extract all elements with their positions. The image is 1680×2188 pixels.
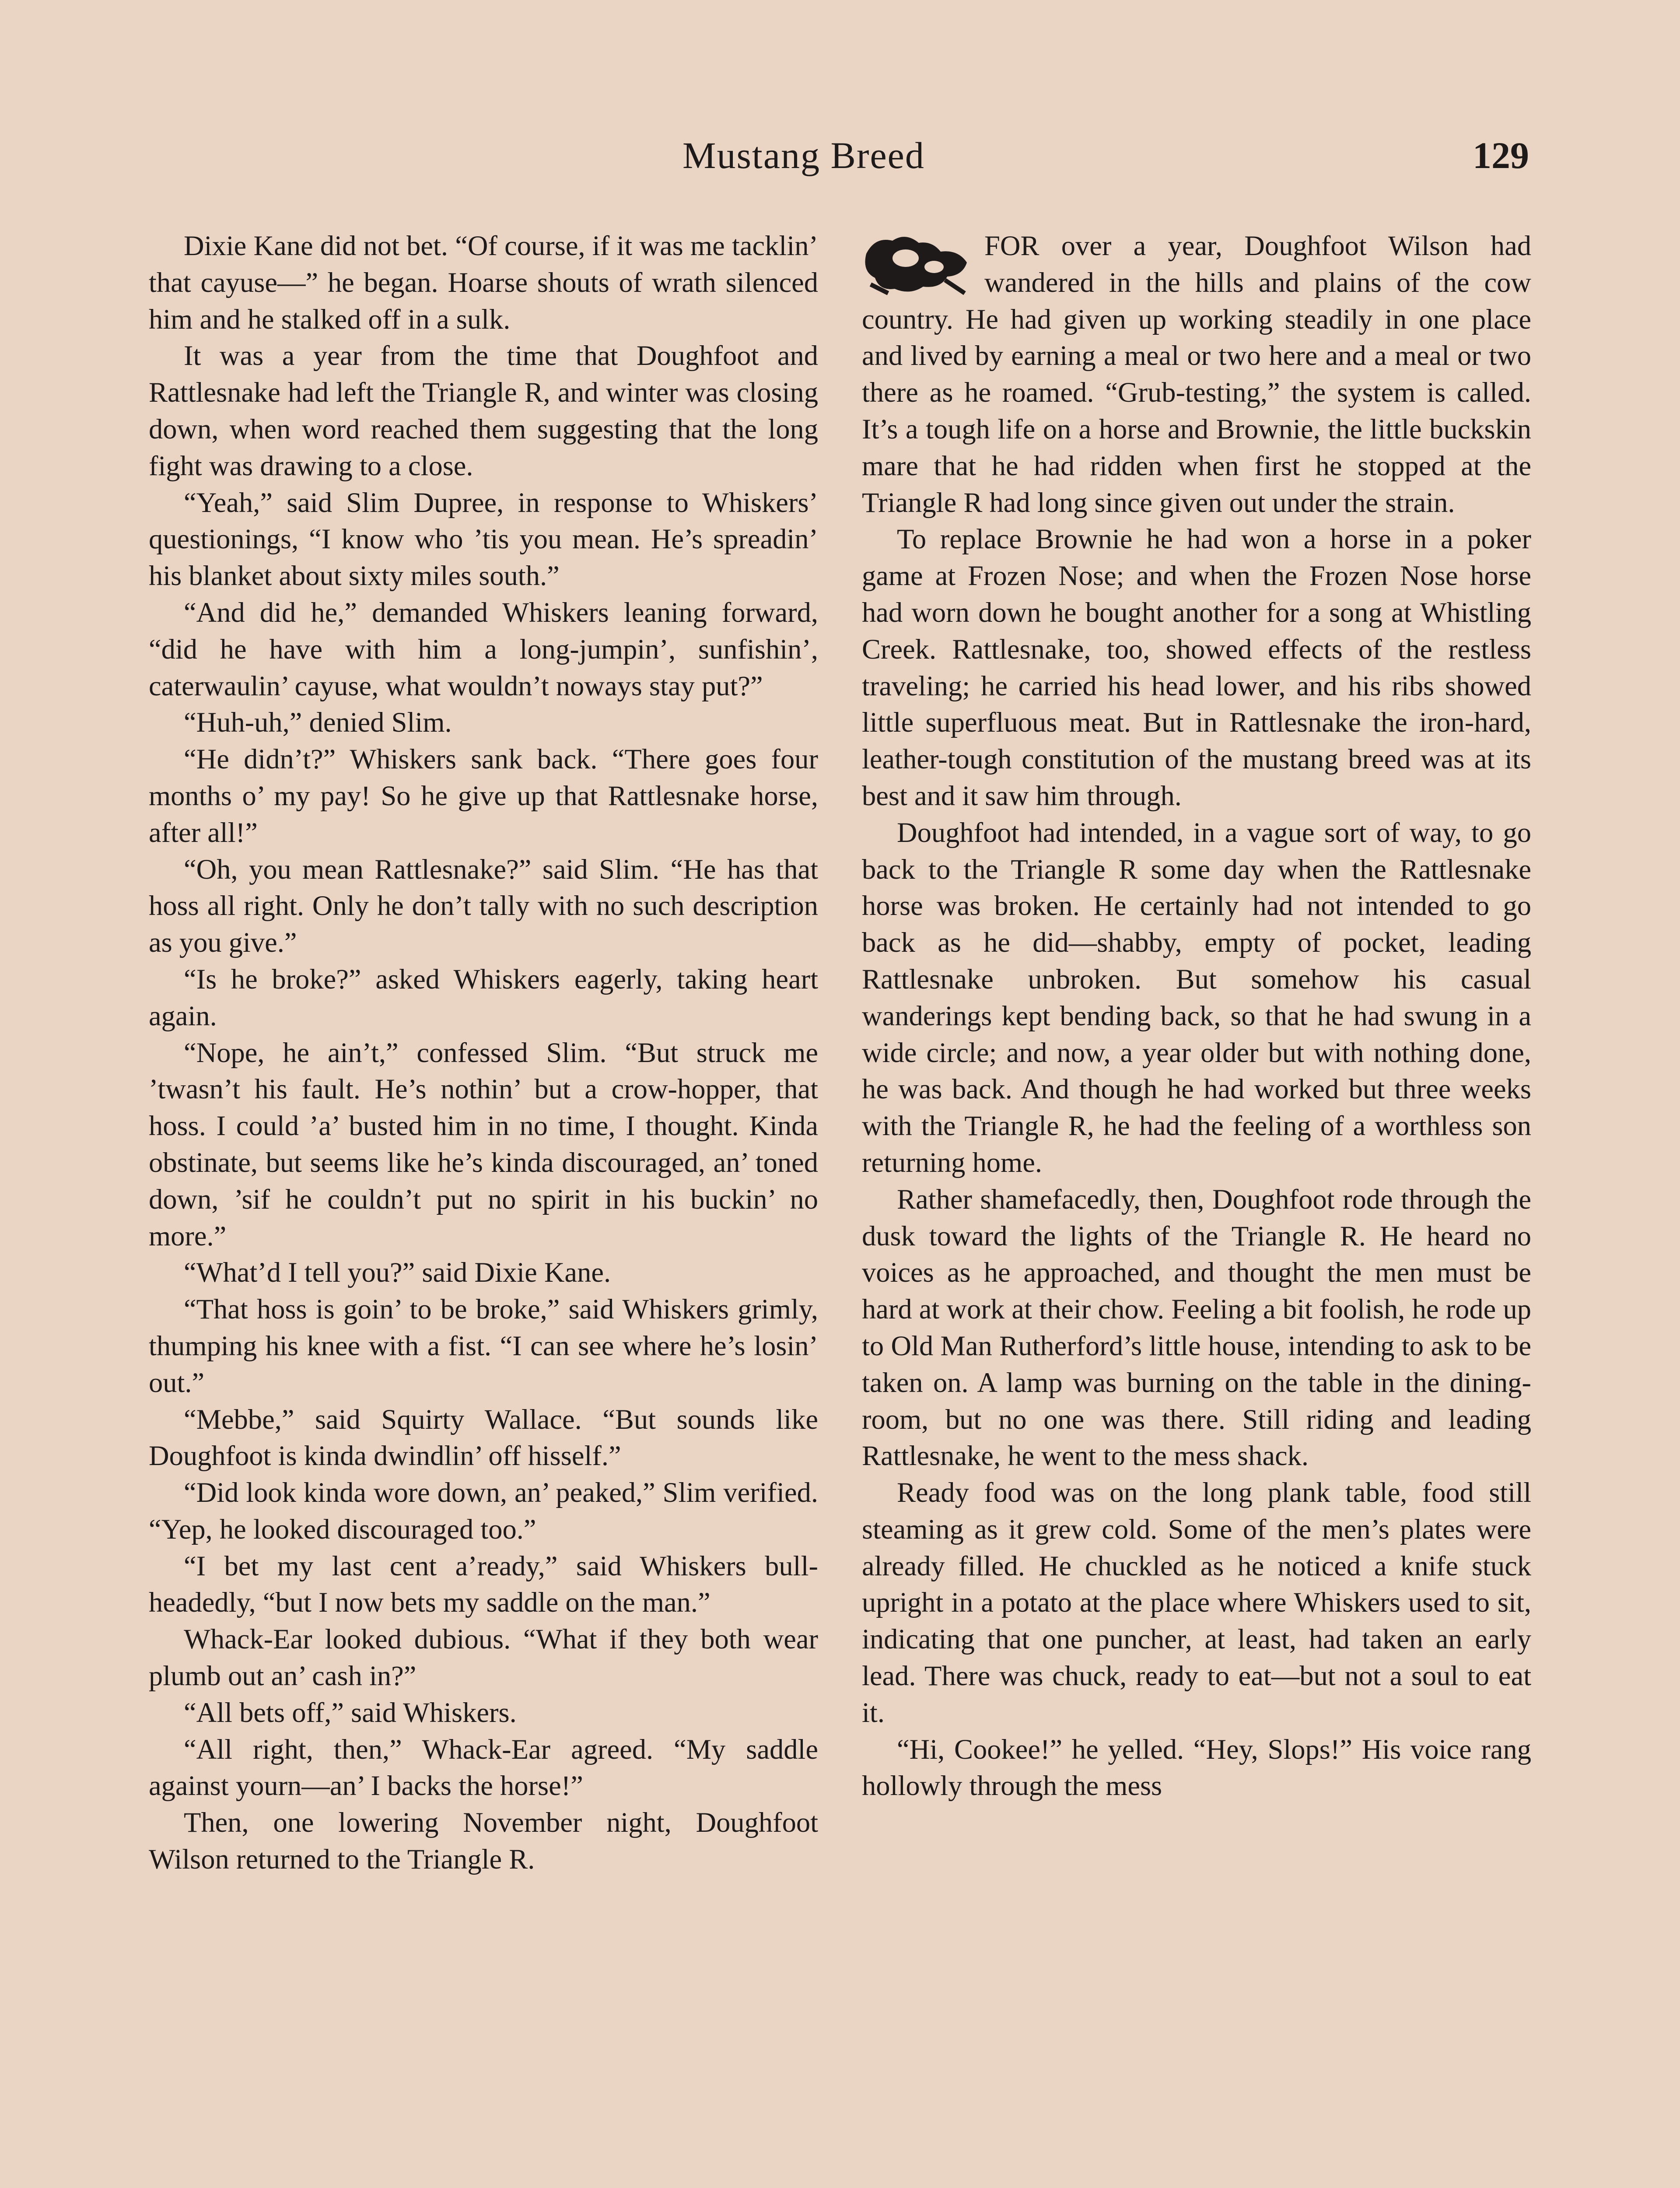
paragraph: FOR over a year, Doughfoot Wilson had wandered in the hills and plains of the cow country. He had given up working steadily in one place and lived by earning a meal or two here and a meal or two there as he roamed. “Grub-testing,” the system is called. It’s a tough life on a horse and Brownie, the little buckskin mare that he had ridden when first he stopped at the Triangle R had long since given out under the strain. xyxy=(862,230,1531,518)
paragraph: Rather shamefacedly, then, Doughfoot rode through the dusk toward the lights of the Triangle R. He heard no voices as he approached, and thought the men must be hard at work at their chow. Feeling a bit foolish, he rode up to Old Man Rutherford’s little house, intending to ask to be taken on. A lamp was burning on the table in the dining-room, but no one was there. Still riding and leading Rattlesnake, he went to the mess shack. xyxy=(862,1183,1531,1472)
paragraph: It was a year from the time that Doughfoot and Rattlesnake had left the Triangle R, and winter was closing down, when word reached them suggesting that the long fight was drawing to a close. xyxy=(149,340,818,481)
paragraph: “All bets off,” said Whiskers. xyxy=(184,1697,517,1728)
paragraph: “Yeah,” said Slim Dupree, in response to Whiskers’ questionings, “I know who ’tis you mean. He’s spreadin’ his blanket about sixty miles south.” xyxy=(149,487,818,592)
paragraph: “What’d I tell you?” said Dixie Kane. xyxy=(184,1257,611,1288)
running-header xyxy=(0,133,1680,186)
paragraph: Then, one lowering November night, Doughfoot Wilson returned to the Triangle R. xyxy=(149,1807,818,1875)
paragraph: “Is he broke?” asked Whiskers eagerly, taking heart again. xyxy=(149,963,818,1031)
paragraph: “And did he,” demanded Whiskers leaning forward, “did he have with him a long-jumpin’, sunfishin’, caterwaulin’ cayuse, what wouldn’t noways stay put?” xyxy=(149,596,818,701)
running-title: Mustang Breed xyxy=(682,134,925,176)
horse-rider-ornament-icon xyxy=(858,228,976,300)
paragraph: Dixie Kane did not bet. “Of course, if it was me tacklin’ that cayuse—” he began. Hoarse shouts of wrath silenced him and he stalked off in a sulk. xyxy=(149,230,818,335)
page-number: 129 xyxy=(1473,134,1529,176)
paragraph: Ready food was on the long plank table, food still steaming as it grew cold. Some of the men’s plates were already filled. He chuckled as he noticed a knife stuck upright in a potato at the place where Whiskers used to sit, indicating that one puncher, at least, had taken an early lead. There was chuck, ready to eat—but not a soul to eat it. xyxy=(862,1477,1531,1728)
paragraph: “Mebbe,” said Squirty Wallace. “But sounds like Doughfoot is kinda dwindlin’ off hisself.” xyxy=(149,1403,818,1472)
paragraph: “That hoss is goin’ to be broke,” said Whiskers grimly, thumping his knee with a fist. “I can see where he’s losin’ out.” xyxy=(149,1294,818,1398)
paragraph: “Huh-uh,” denied Slim. xyxy=(184,707,452,738)
paragraph: “Hi, Cookee!” he yelled. “Hey, Slops!” His voice rang hollowly through the mess xyxy=(862,1733,1531,1802)
paragraph: “I bet my last cent a’ready,” said Whiskers bull-headedly, “but I now bets my saddle on the man.” xyxy=(149,1550,818,1618)
paragraph: “Oh, you mean Rattlesnake?” said Slim. “He has that hoss all right. Only he don’t tally with no such description as you give.” xyxy=(149,853,818,958)
paragraph: To replace Brownie he had won a horse in a poker game at Frozen Nose; and when the Frozen Nose horse had worn down he bought another for a song at Whistling Creek. Rattlesnake, too, showed effects of the restless traveling; he carried his head lower, and his ribs showed little superfluous meat. But in Rattlesnake the iron-hard, leather-tough constitution of the mustang breed was at its best and it saw him through. xyxy=(862,523,1531,811)
paragraph: “He didn’t?” Whiskers sank back. “There goes four months o’ my pay! So he give up that Rattlesnake horse, after all!” xyxy=(149,743,818,848)
paragraph: “All right, then,” Whack-Ear agreed. “My saddle against yourn—an’ I backs the horse!” xyxy=(149,1733,818,1802)
paragraph: “Did look kinda wore down, an’ peaked,” Slim verified. “Yep, he looked discouraged too.” xyxy=(149,1477,818,1545)
paragraph: “Nope, he ain’t,” confessed Slim. “But struck me ’twasn’t his fault. He’s nothin’ but a crow-hopper, that hoss. I could ’a’ busted him in no time, I thought. Kinda obstinate, but seems like he’s kinda discouraged, an’ toned down, ’sif he couldn’t put no spirit in his buckin’ no more.” xyxy=(149,1037,818,1252)
paragraph: Doughfoot had intended, in a vague sort of way, to go back to the Triangle R some day when the Rattlesnake horse was broken. He certainly had not intended to go back as he did—shabby, empty of pocket, leading Rattlesnake unbroken. But somehow his casual wanderings kept bending back, so that he had swung in a wide circle; and now, a year older but with nothing done, he was back. And though he had worked but three weeks with the Triangle R, he had the feeling of a worthless son returning home. xyxy=(862,817,1531,1178)
right-column xyxy=(862,228,1531,1804)
paragraph: Whack-Ear looked dubious. “What if they both wear plumb out an’ cash in?” xyxy=(149,1623,818,1692)
left-column xyxy=(149,228,818,1878)
